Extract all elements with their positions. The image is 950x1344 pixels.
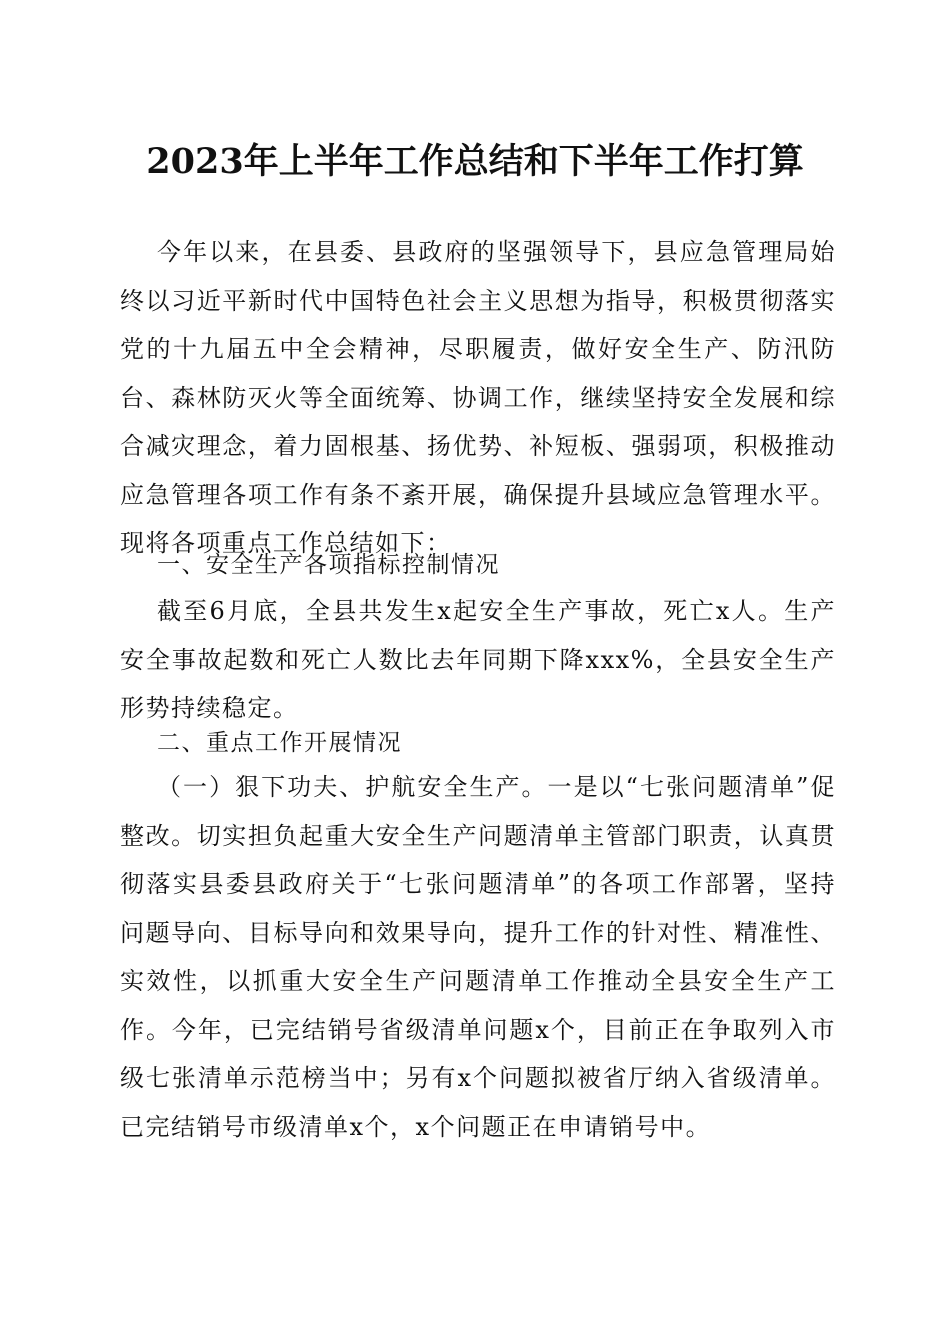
intro-paragraph: 今年以来，在县委、县政府的坚强领导下，县应急管理局始终以习近平新时代中国特色社会主义思想为指导，积极贯彻落实党的十九届五中全会精神，尽职履责，做好安全生产、防汛防台、森林防灭火等全面统筹、协调工作，继续坚持安全发展和综合减灾理念，着力固根基、扬优势、补短板、强弱项，积极推动应急管理各项工作有条不紊开展，确保提升县域应急管理水平。现将各项重点工作总结如下： bbox=[120, 238, 836, 557]
section-paragraph-key-work: （一）狠下功夫、护航安全生产。一是以“七张问题清单”促整改。切实担负起重大安全生产问题清单主管部门职责，认真贯彻落实县委县政府关于“七张问题清单”的各项工作部署，坚持问题导向、目标导向和效果导向，提升工作的针对性、精准性、实效性，以抓重大安全生产问题清单工作推动全县安全生产工作。今年，已完结销号省级清单问题x个，目前正在争取列入市级七张清单示范榜当中；另有x个问题拟被省厅纳入省级清单。已完结销号市级清单x个，x个问题正在申请销号中。 bbox=[120, 773, 836, 1141]
section-heading-safety-indicators: 一、安全生产各项指标控制情况 bbox=[157, 552, 500, 578]
document-title: 2023年上半年工作总结和下半年工作打算 bbox=[146, 141, 804, 182]
section-heading-key-work: 二、重点工作开展情况 bbox=[157, 730, 402, 756]
section-paragraph-safety-indicators: 截至6月底，全县共发生x起安全生产事故，死亡x人。生产安全事故起数和死亡人数比去年同期下降xxx%，全县安全生产形势持续稳定。 bbox=[120, 597, 836, 722]
